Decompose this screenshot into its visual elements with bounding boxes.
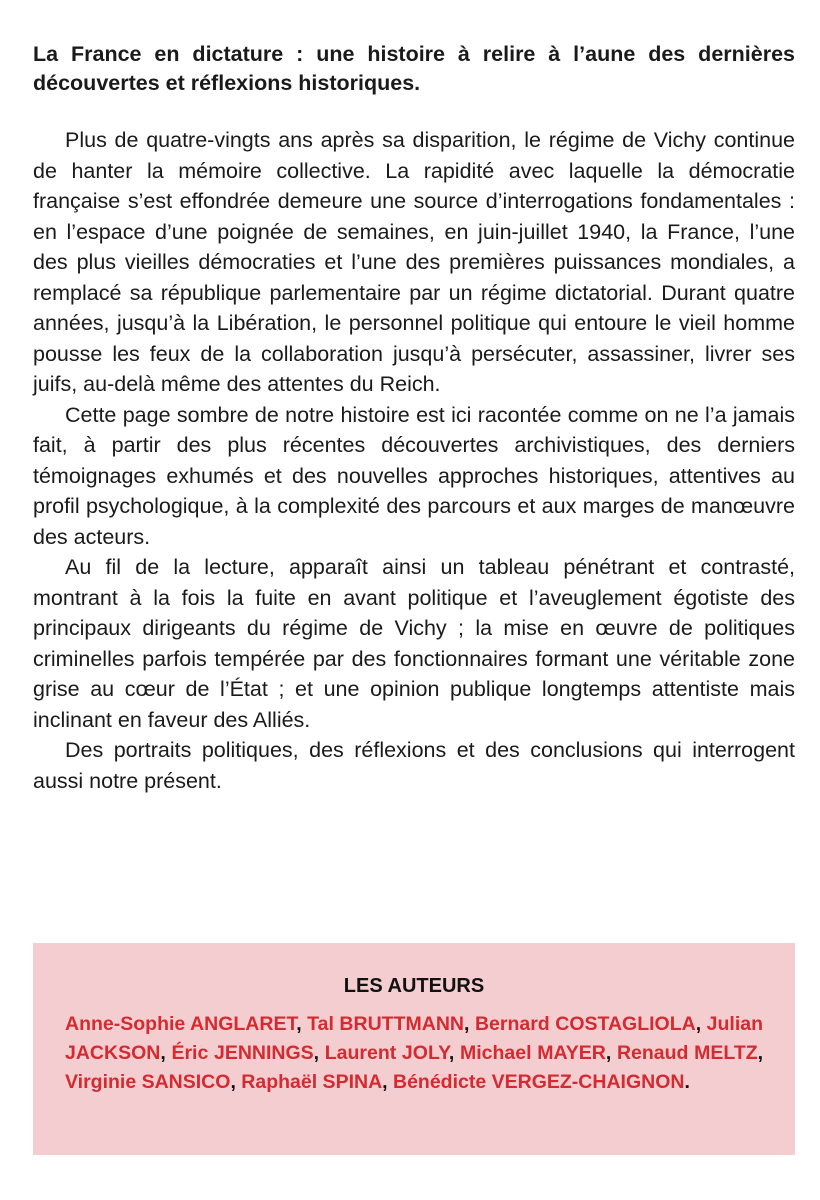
author-separator: . [684,1071,690,1093]
blurb-body [33,125,795,796]
author-name: Anne-Sophie ANGLARET [65,1013,297,1035]
author-name: Julian JACKSON [65,1013,764,1064]
author-name: Renaud MELTZ [616,1042,758,1064]
authors-title: LES AUTEURS [343,975,485,997]
authors-list [65,1010,763,1097]
author-separator: , [296,1013,302,1035]
author-name: Éric JENNINGS [171,1042,314,1064]
author-name: Laurent JOLY [324,1042,449,1064]
author-separator: , [757,1042,764,1064]
back-cover-text [33,0,795,1200]
author-separator: , [605,1042,612,1064]
blurb-paragraph-2: Cette page sombre de notre histoire est ici racontée comme on ne l’a jamais fait, à partir des plus récentes découvertes archivistiques, des derniers témoignages exhumés et des nouvelles approches historiques, attentives au profil psychologique, à la complexité des parcours et aux marges de manœuvre des acteurs. [33,402,795,549]
author-name: Raphaël SPINA [241,1071,383,1093]
author-name: Bénédicte VERGEZ-CHAIGNON [393,1071,685,1093]
author-name: Michael MAYER [460,1042,606,1064]
authors-box [33,943,795,1155]
author-separator: , [463,1013,470,1035]
headline: La France en dictature : une histoire à relire à l’aune des dernières découvertes et réflexions historiques. [33,42,795,95]
author-name: Virginie SANSICO [65,1071,231,1093]
author-separator: , [313,1042,320,1064]
blurb-paragraph-3: Au fil de la lecture, apparaît ainsi un tableau pénétrant et contrasté, montrant à la fois la fuite en avant politique et l’aveuglement égotiste des principaux dirigeants du régime de Vichy ; la mise en œuvre de politiques criminelles parfois tempérée par des fonctionnaires formant une véritable zone grise au cœur de l’État ; et une opinion publique longtemps attentiste mais inclinant en faveur des Alliés. [33,555,795,732]
author-separator: , [448,1042,455,1064]
author-name: Bernard COSTAGLIOLA [474,1013,696,1035]
author-separator: , [382,1071,388,1093]
author-separator: , [160,1042,166,1064]
blurb-paragraph-4: Des portraits politiques, des réflexions et des conclusions qui interrogent aussi notre présent. [33,738,795,793]
author-separator: , [230,1071,236,1093]
author-separator: , [695,1013,702,1035]
author-name: Tal BRUTTMANN [307,1013,464,1035]
blurb-paragraph-1: Plus de quatre-vingts ans après sa disparition, le régime de Vichy continue de hanter la mémoire collective. La rapidité avec laquelle la démocratie française s’est effondrée demeure une source d’interrogations fondamentales : en l’espace d’une poignée de semaines, en juin-juillet 1940, la France, l’une des plus vieilles démocraties et l’une des premières puissances mondiales, a remplacé sa république parlementaire par un régime dictatorial. Durant quatre années, jusqu’à la Libération, le personnel politique qui entoure le vieil homme pousse les feux de la collaboration jusqu’à persécuter, assassiner, livrer ses juifs, au-delà même des attentes du Reich. [33,128,795,396]
